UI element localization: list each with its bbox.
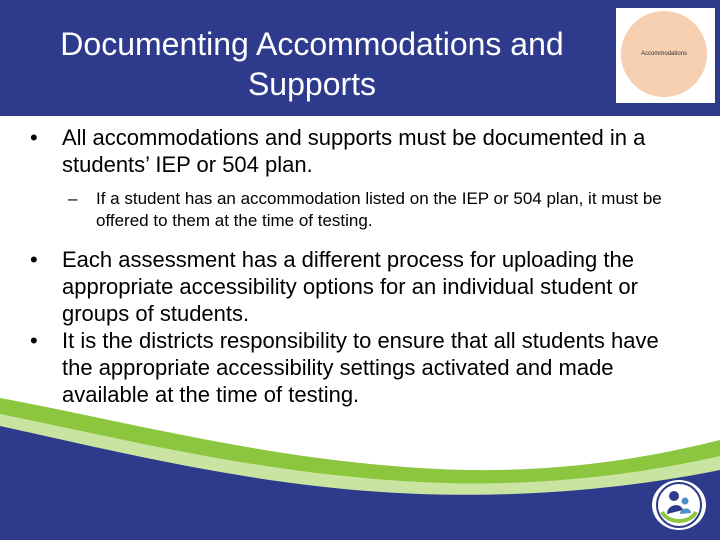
slide-title: Documenting Accommodations and Supports [60,26,564,102]
sub-bullet-text: If a student has an accommodation listed on the IEP or 504 plan, it must be offered to them at the time of testing. [96,189,662,230]
bullet-item [30,124,690,178]
bullet-dot: • [30,328,38,353]
bullet-item [30,246,690,327]
sub-bullet-dash: – [68,189,78,208]
bullet-text: Each assessment has a different process for uploading the appropriate accessibility options for an individual student or groups of students. [62,247,638,326]
accommodations-logo [616,8,715,103]
bullet-text: It is the districts responsibility to ensure that all students have the appropriate accessibility settings activated and made available at the time of testing. [62,328,659,407]
bullet-text: All accommodations and supports must be documented in a students’ IEP or 504 plan. [62,125,646,177]
sub-bullet-item [30,188,690,232]
bullet-list [30,124,690,418]
logo-label: Accommodations [640,51,688,57]
logo-circle [621,11,707,97]
bullet-dot: • [30,247,38,272]
bullet-item [30,327,690,408]
title-banner [0,0,720,116]
bullet-dot: • [30,125,38,150]
family-logo-icon [652,480,706,530]
